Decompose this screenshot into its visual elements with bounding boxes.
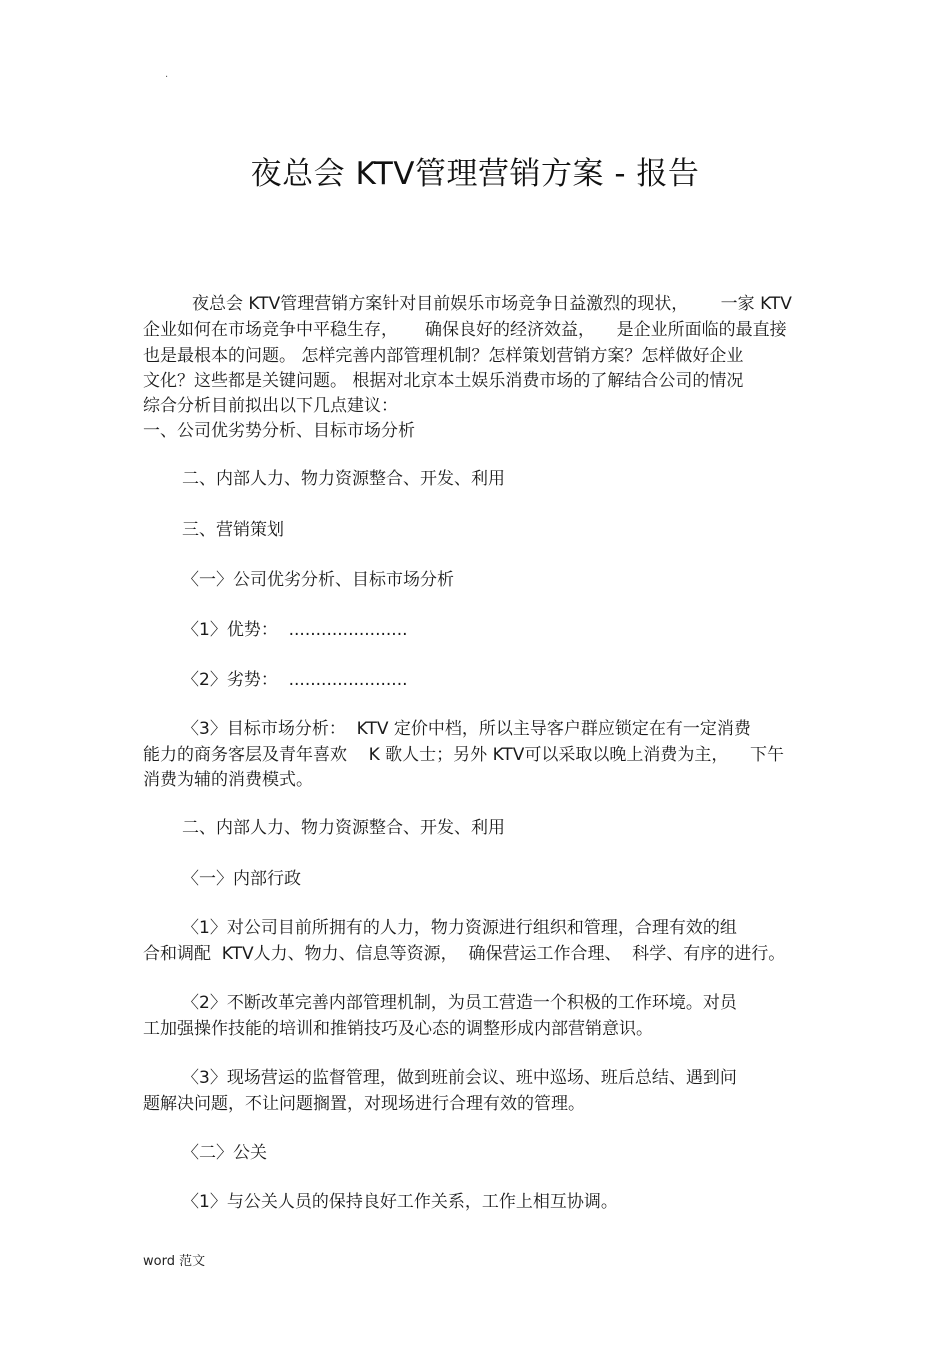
subsection-heading: 〈一〉公司优劣分析、目标市场分析: [182, 570, 454, 590]
list-item: 〈1〉与公关人员的保持良好工作关系，工作上相互协调。: [182, 1192, 618, 1212]
document-title: 夜总会 KTV管理营销方案 - 报告: [250, 156, 700, 192]
list-item: 〈1〉优势： ......................: [182, 620, 408, 640]
body-line: 综合分析目前拟出以下几点建议：: [143, 396, 398, 416]
body-line: 文化？这些都是关键问题。 根据对北京本土娱乐消费市场的了解结合公司的情况: [143, 371, 744, 391]
subsection-heading: 〈二〉公关: [182, 1143, 267, 1163]
body-line: 夜总会 KTV管理营销方案针对目前娱乐市场竞争日益激烈的现状， 一家 KTV: [192, 294, 792, 314]
page-footer: word 范文: [143, 1254, 206, 1269]
list-item: 〈3〉现场营运的监督管理，做到班前会议、班中巡场、班后总结、遇到问: [182, 1068, 737, 1088]
list-item: 〈3〉目标市场分析： KTV 定价中档，所以主导客户群应锁定在有一定消费: [182, 719, 751, 739]
section-heading: 一、公司优劣势分析、目标市场分析: [143, 421, 415, 441]
body-line: 企业如何在市场竞争中平稳生存， 确保良好的经济效益， 是企业所面临的最直接: [143, 320, 787, 340]
body-line: 能力的商务客层及青年喜欢 K 歌人士；另外 KTV可以采取以晚上消费为主， 下午: [143, 745, 785, 765]
section-heading: 二、内部人力、物力资源整合、开发、利用: [182, 469, 505, 489]
body-line: 合和调配 KTV人力、物力、信息等资源， 确保营运工作合理、 科学、有序的进行。: [143, 944, 786, 964]
subsection-heading: 〈一〉内部行政: [182, 869, 301, 889]
list-item: 〈1〉对公司目前所拥有的人力，物力资源进行组织和管理，合理有效的组: [182, 918, 737, 938]
list-item: 〈2〉劣势： ......................: [182, 670, 408, 690]
body-line: 工加强操作技能的培训和推销技巧及心态的调整形成内部营销意识。: [143, 1019, 653, 1039]
body-line: 消费为辅的消费模式。: [143, 770, 313, 790]
list-item: 〈2〉不断改革完善内部管理机制，为员工营造一个积极的工作环境。对员: [182, 993, 737, 1013]
body-line: 也是最根本的问题。 怎样完善内部管理机制？怎样策划营销方案？怎样做好企业: [143, 346, 744, 366]
header-mark: ·: [165, 72, 169, 83]
body-line: 题解决问题，不让问题搁置，对现场进行合理有效的管理。: [143, 1094, 585, 1114]
section-heading: 三、营销策划: [182, 520, 284, 540]
section-heading: 二、内部人力、物力资源整合、开发、利用: [182, 818, 505, 838]
